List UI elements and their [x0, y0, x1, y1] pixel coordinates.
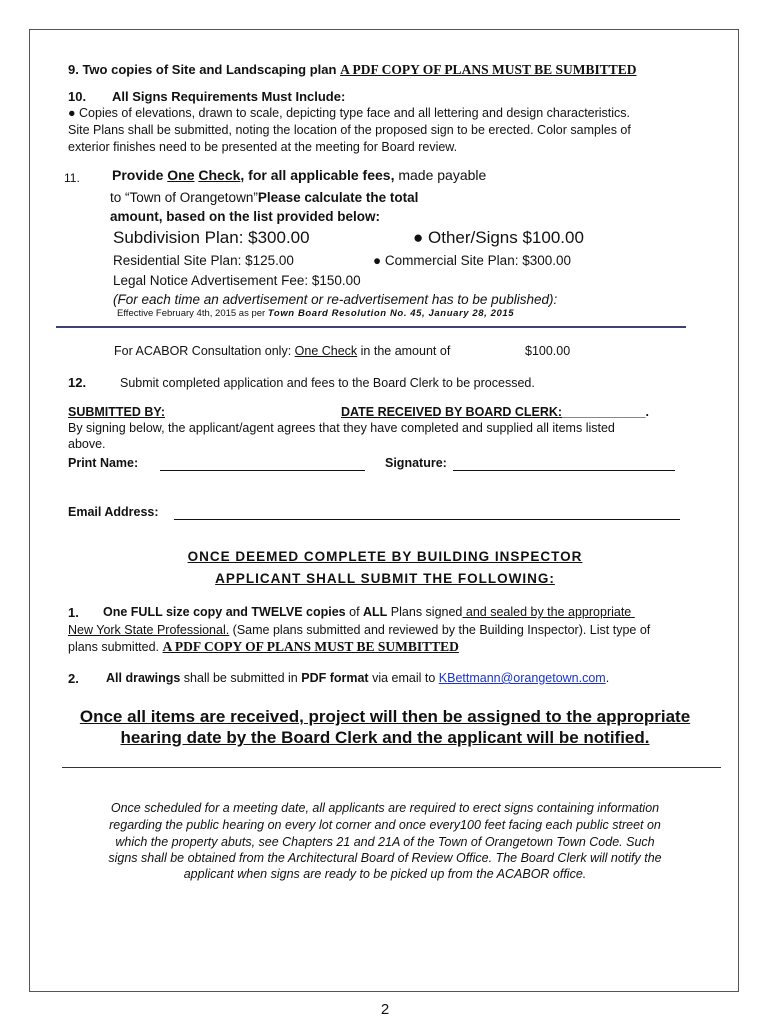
- signs-paragraph-line4: signs shall be obtained from the Architectural Board of Review Office. The Board Clerk will notify the: [108, 851, 662, 865]
- req1-underline-tail: [631, 605, 667, 619]
- fee-other-signs: ● Other/Signs $100.00: [413, 228, 584, 247]
- item10-line3: exterior finishes need to be presented at the meeting for Board review.: [68, 140, 458, 154]
- req1-line1: [103, 605, 667, 619]
- resolution-text: Town Board Resolution No. 45, January 28, 2015: [267, 308, 515, 319]
- acabor-prefix: For ACABOR Consultation only:: [114, 344, 295, 358]
- req2-pdf-format: PDF format: [301, 671, 369, 685]
- notice-line2: hearing date by the Board Clerk and the applicant will be notified.: [120, 728, 650, 747]
- once-deemed-line2: APPLICANT SHALL SUBMIT THE FOLLOWING:: [215, 571, 555, 586]
- print-name-field[interactable]: [160, 470, 365, 471]
- section-divider: [56, 326, 686, 328]
- signature-field[interactable]: [453, 470, 675, 471]
- notice-line1-wrap: [0, 707, 770, 727]
- signs-paragraph-line1: Once scheduled for a meeting date, all applicants are required to erect signs containing information: [110, 801, 660, 815]
- req2-mid: shall be submitted in: [180, 671, 302, 685]
- page-number: 2: [380, 1001, 390, 1018]
- req1-nys: New York State Professional.: [68, 623, 230, 637]
- fee-legal-notice: Legal Notice Advertisement Fee: $150.00: [113, 273, 361, 288]
- signs-paragraph-line5: applicant when signs are ready to be picked up from the ACABOR office.: [183, 867, 587, 881]
- item11-provide: Provide: [112, 167, 168, 183]
- kbettmann-email-link[interactable]: KBettmann@orangetown.com: [438, 671, 606, 685]
- agreement-line1: By signing below, the applicant/agent agrees that they have completed and supplied all items listed: [68, 421, 615, 435]
- req1-plans-submitted: plans submitted.: [68, 640, 163, 654]
- signs-paragraph-line3: which the property abuts, see Chapters 21 and 21A of the Town of Orangetown Town Code. Such: [115, 835, 655, 849]
- acabor-line: [114, 344, 450, 358]
- notice-line2-wrap: [0, 728, 770, 748]
- acabor-suffix: in the amount of: [357, 344, 451, 358]
- item11-to-town: to “Town of Orangetown”: [110, 190, 258, 205]
- req1-pdf-note: A PDF COPY OF PLANS MUST BE SUMBITTED: [162, 639, 459, 654]
- notice-divider: [62, 767, 721, 768]
- agreement-line2: above.: [68, 437, 106, 451]
- acabor-one-check: One Check: [294, 344, 358, 358]
- once-deemed-heading-line2: [0, 571, 770, 586]
- req1-bold: One FULL size copy and TWELVE copies: [103, 605, 346, 619]
- signature-label: Signature:: [385, 456, 447, 470]
- email-address-field[interactable]: [174, 519, 680, 520]
- date-received-row: [341, 405, 649, 419]
- signs-paragraph-line2: regarding the public hearing on every lot corner and once every100 feet facing each public street on: [109, 818, 661, 832]
- item10-line2: Site Plans shall be submitted, noting the location of the proposed sign to be erected. Color samples of: [68, 123, 631, 137]
- date-received-blank: ____________.: [562, 405, 649, 419]
- acabor-amount: $100.00: [525, 344, 571, 358]
- once-deemed-line1: ONCE DEEMED COMPLETE BY BUILDING INSPECTOR: [187, 549, 583, 564]
- req2-via: via email to: [368, 671, 439, 685]
- item11-number: 11.: [64, 171, 80, 185]
- req2-end: .: [605, 671, 610, 685]
- req2-number: 2.: [68, 671, 79, 686]
- item11-rest: , for all applicable fees,: [240, 167, 395, 183]
- date-received-label: DATE RECEIVED BY BOARD CLERK:: [341, 405, 563, 419]
- req1-all: ALL: [363, 605, 388, 619]
- notice-line1: Once all items are received, project will then be assigned to the appropriate: [79, 707, 691, 726]
- req1-sealed: and sealed by the appropriate: [462, 605, 632, 619]
- item11-please-calc: Please calculate the total: [257, 190, 419, 205]
- email-address-label: Email Address:: [68, 505, 159, 519]
- item10-number: 10.: [68, 89, 87, 104]
- item11-check: Check: [198, 167, 241, 183]
- effective-line: [117, 308, 514, 319]
- item10-heading: All Signs Requirements Must Include:: [112, 89, 346, 104]
- req2-all-drawings: All drawings: [106, 671, 181, 685]
- print-name-label: Print Name:: [68, 456, 139, 470]
- req1-rest: (Same plans submitted and reviewed by the Building Inspector). List type of: [229, 623, 651, 637]
- item11-amount-line: amount, based on the list provided below:: [110, 209, 381, 224]
- fee-subdivision: Subdivision Plan: $300.00: [113, 228, 310, 247]
- item11-made-payable: made payable: [394, 167, 487, 183]
- item12-text: Submit completed application and fees to the Board Clerk to be processed.: [120, 376, 535, 390]
- fee-commercial: ● Commercial Site Plan: $300.00: [373, 253, 571, 268]
- fee-advert-note: (For each time an advertisement or re-advertisement has to be published):: [113, 292, 558, 307]
- item11-provide-line: [112, 167, 486, 183]
- req1-number: 1.: [68, 605, 79, 620]
- item11-one: One: [167, 167, 195, 183]
- req1-plans: Plans signed: [387, 605, 463, 619]
- item11-to-town-line: [110, 190, 418, 205]
- once-deemed-heading-line1: [0, 549, 770, 564]
- req1-of: of: [345, 605, 364, 619]
- item9-label: 9. Two copies of Site and Landscaping plan: [68, 62, 341, 77]
- fee-residential: Residential Site Plan: $125.00: [113, 253, 294, 268]
- item12-number: 12.: [68, 375, 87, 390]
- item10-line1: ● Copies of elevations, drawn to scale, depicting type face and all lettering and design characteristics.: [68, 106, 631, 120]
- req1-line2: [68, 623, 650, 637]
- submitted-by-label: SUBMITTED BY:: [68, 405, 165, 419]
- item9-row: [68, 62, 637, 78]
- effective-text: Effective February 4th, 2015 as per: [117, 308, 268, 319]
- req1-line3: [68, 639, 459, 655]
- item9-pdf-note: A PDF COPY OF PLANS MUST BE SUMBITTED: [340, 62, 637, 77]
- req2-line: [106, 671, 609, 685]
